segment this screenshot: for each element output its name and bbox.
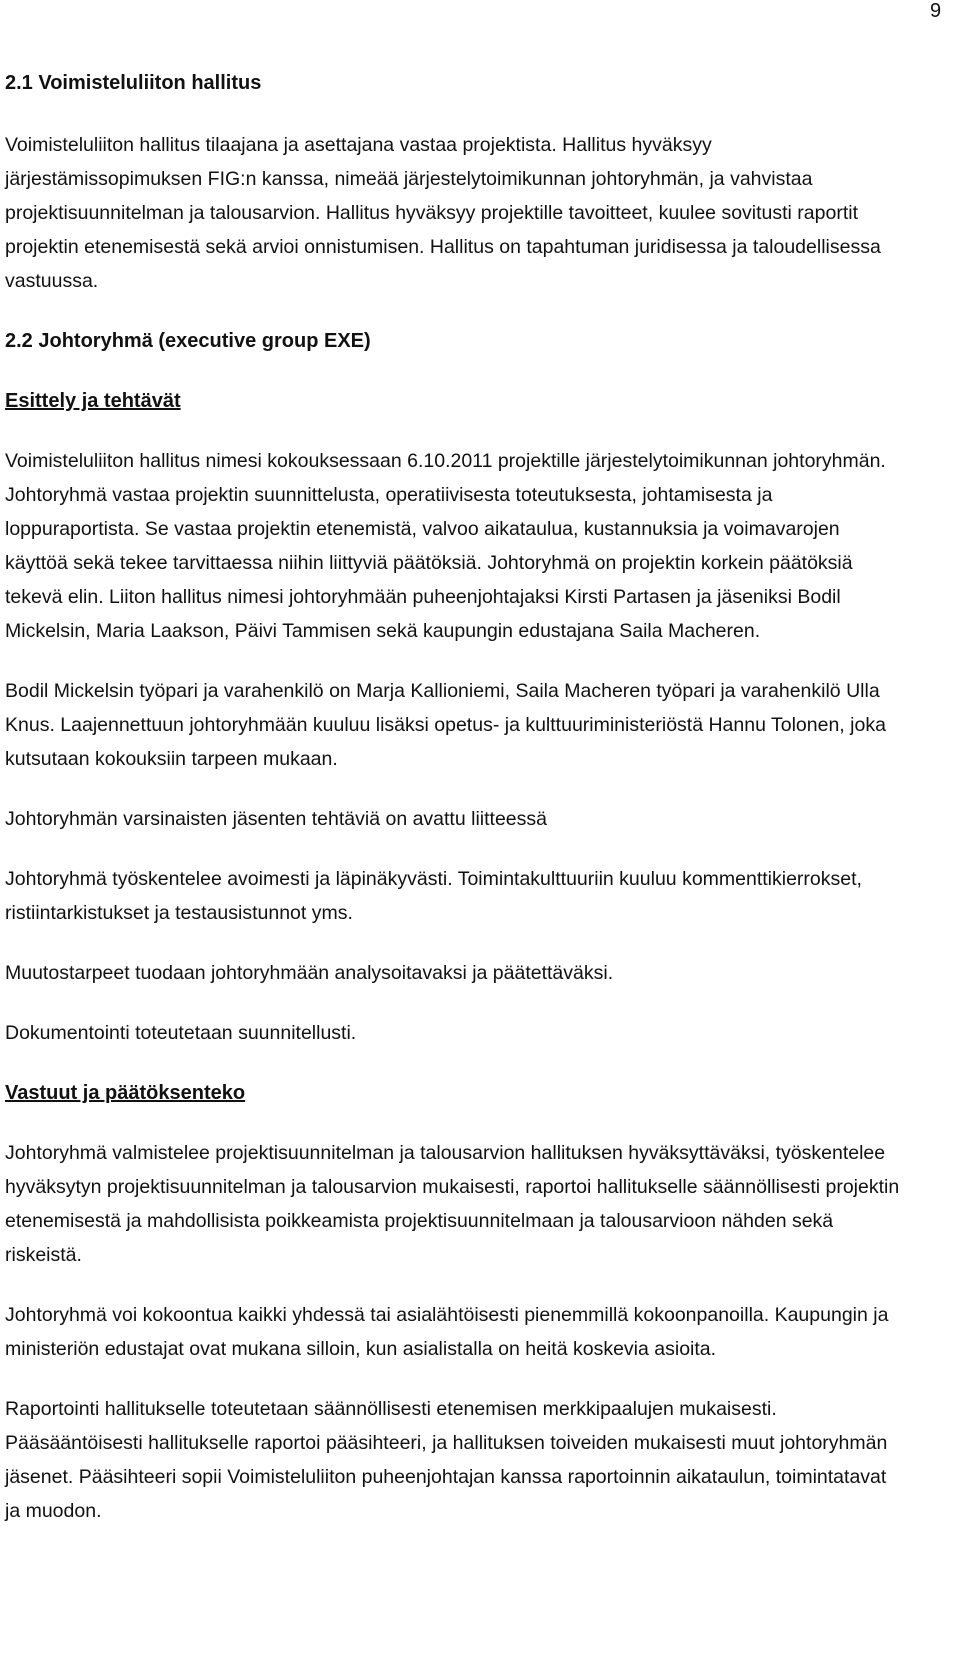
- page-number: 9: [930, 0, 942, 22]
- paragraph: Johtoryhmä valmistelee projektisuunnitelman ja talousarvion hallituksen hyväksyttäväksi, työskentelee hyväksytyn projektisuunnitelman ja talousarvion mukaisesti, raportoi hallitukselle säännöllisesti projektin etenemisestä ja mahdollisista poikkeamista projektisuunnitelmaan ja talousarvioon nähden sekä riskeistä.: [5, 1142, 900, 1266]
- paragraph: Dokumentointi toteutetaan suunnitellusti.: [5, 1022, 357, 1044]
- section-heading-2-1: 2.1 Voimisteluliiton hallitus: [5, 72, 262, 94]
- paragraph: Johtoryhmä työskentelee avoimesti ja läpinäkyvästi. Toimintakulttuuriin kuuluu kommenttikierrokset, ristiintarkistukset ja testausistunnot yms.: [5, 868, 862, 924]
- spacer: [5, 836, 905, 862]
- section-heading-2-2: 2.2 Johtoryhmä (executive group EXE): [5, 330, 371, 352]
- paragraph: Muutostarpeet tuodaan johtoryhmään analysoitavaksi ja päätettäväksi.: [5, 962, 614, 984]
- sub-heading-vastuut: Vastuut ja päätöksenteko: [5, 1082, 246, 1104]
- spacer: [5, 648, 905, 674]
- spacer: [5, 1110, 905, 1136]
- spacer: [5, 358, 905, 384]
- spacer: [5, 990, 905, 1016]
- sub-heading-esittely: Esittely ja tehtävät: [5, 390, 181, 412]
- spacer: [5, 776, 905, 802]
- paragraph: Voimisteluliiton hallitus nimesi kokouksessaan 6.10.2011 projektille järjestelytoimikunnan johtoryhmän. Johtoryhmä vastaa projektin suunnittelusta, operatiivisesta toteutuksesta, johtamisesta ja loppuraportista. Se vastaa projektin etenemistä, valvoo aikataulua, kustannuksia ja voimavarojen käyttöä sekä tekee tarvittaessa niihin liittyviä päätöksiä. Johtoryhmä on projektin korkein päätöksiä tekevä elin. Liiton hallitus nimesi johtoryhmään puheenjohtajaksi Kirsti Partasen ja jäseniksi Bodil Mickelsin, Maria Laakson, Päivi Tammisen sekä kaupungin edustajana Saila Macheren.: [5, 450, 886, 642]
- document-body: [5, 66, 905, 1528]
- paragraph: Voimisteluliiton hallitus tilaajana ja asettajana vastaa projektista. Hallitus hyväksyy järjestämissopimuksen FIG:n kanssa, nimeää järjestelytoimikunnan johtoryhmän, ja vahvistaa projektisuunnitelman ja talousarvion. Hallitus hyväksyy projektille tavoitteet, kuulee sovitusti raportit projektin etenemisestä sekä arvioi onnistumisen. Hallitus on tapahtuman juridisessa ja taloudellisessa vastuussa.: [5, 134, 881, 292]
- spacer: [5, 1050, 905, 1076]
- paragraph: Bodil Mickelsin työpari ja varahenkilö on Marja Kallioniemi, Saila Macheren työpari ja varahenkilö Ulla Knus. Laajennettuun johtoryhmään kuuluu lisäksi opetus- ja kulttuuriministeriöstä Hannu Tolonen, joka kutsutaan kokouksiin tarpeen mukaan.: [5, 680, 886, 770]
- spacer: [5, 930, 905, 956]
- spacer: [5, 1366, 905, 1392]
- paragraph: Johtoryhmä voi kokoontua kaikki yhdessä tai asialähtöisesti pienemmillä kokoonpanoilla. Kaupungin ja ministeriön edustajat ovat mukana silloin, kun asialistalla on heitä koskevia asioita.: [5, 1304, 889, 1360]
- spacer: [5, 418, 905, 444]
- spacer: [5, 298, 905, 324]
- paragraph: Johtoryhmän varsinaisten jäsenten tehtäviä on avattu liitteessä: [5, 808, 547, 830]
- spacer: [5, 100, 905, 128]
- spacer: [5, 1272, 905, 1298]
- paragraph: Raportointi hallitukselle toteutetaan säännöllisesti etenemisen merkkipaalujen mukaisesti. Pääsääntöisesti hallitukselle raportoi pääsihteeri, ja hallituksen toiveiden mukaisesti muut johtoryhmän jäsenet. Pääsihteeri sopii Voimisteluliiton puheenjohtajan kanssa raportoinnin aikataulun, toimintatavat ja muodon.: [5, 1398, 888, 1522]
